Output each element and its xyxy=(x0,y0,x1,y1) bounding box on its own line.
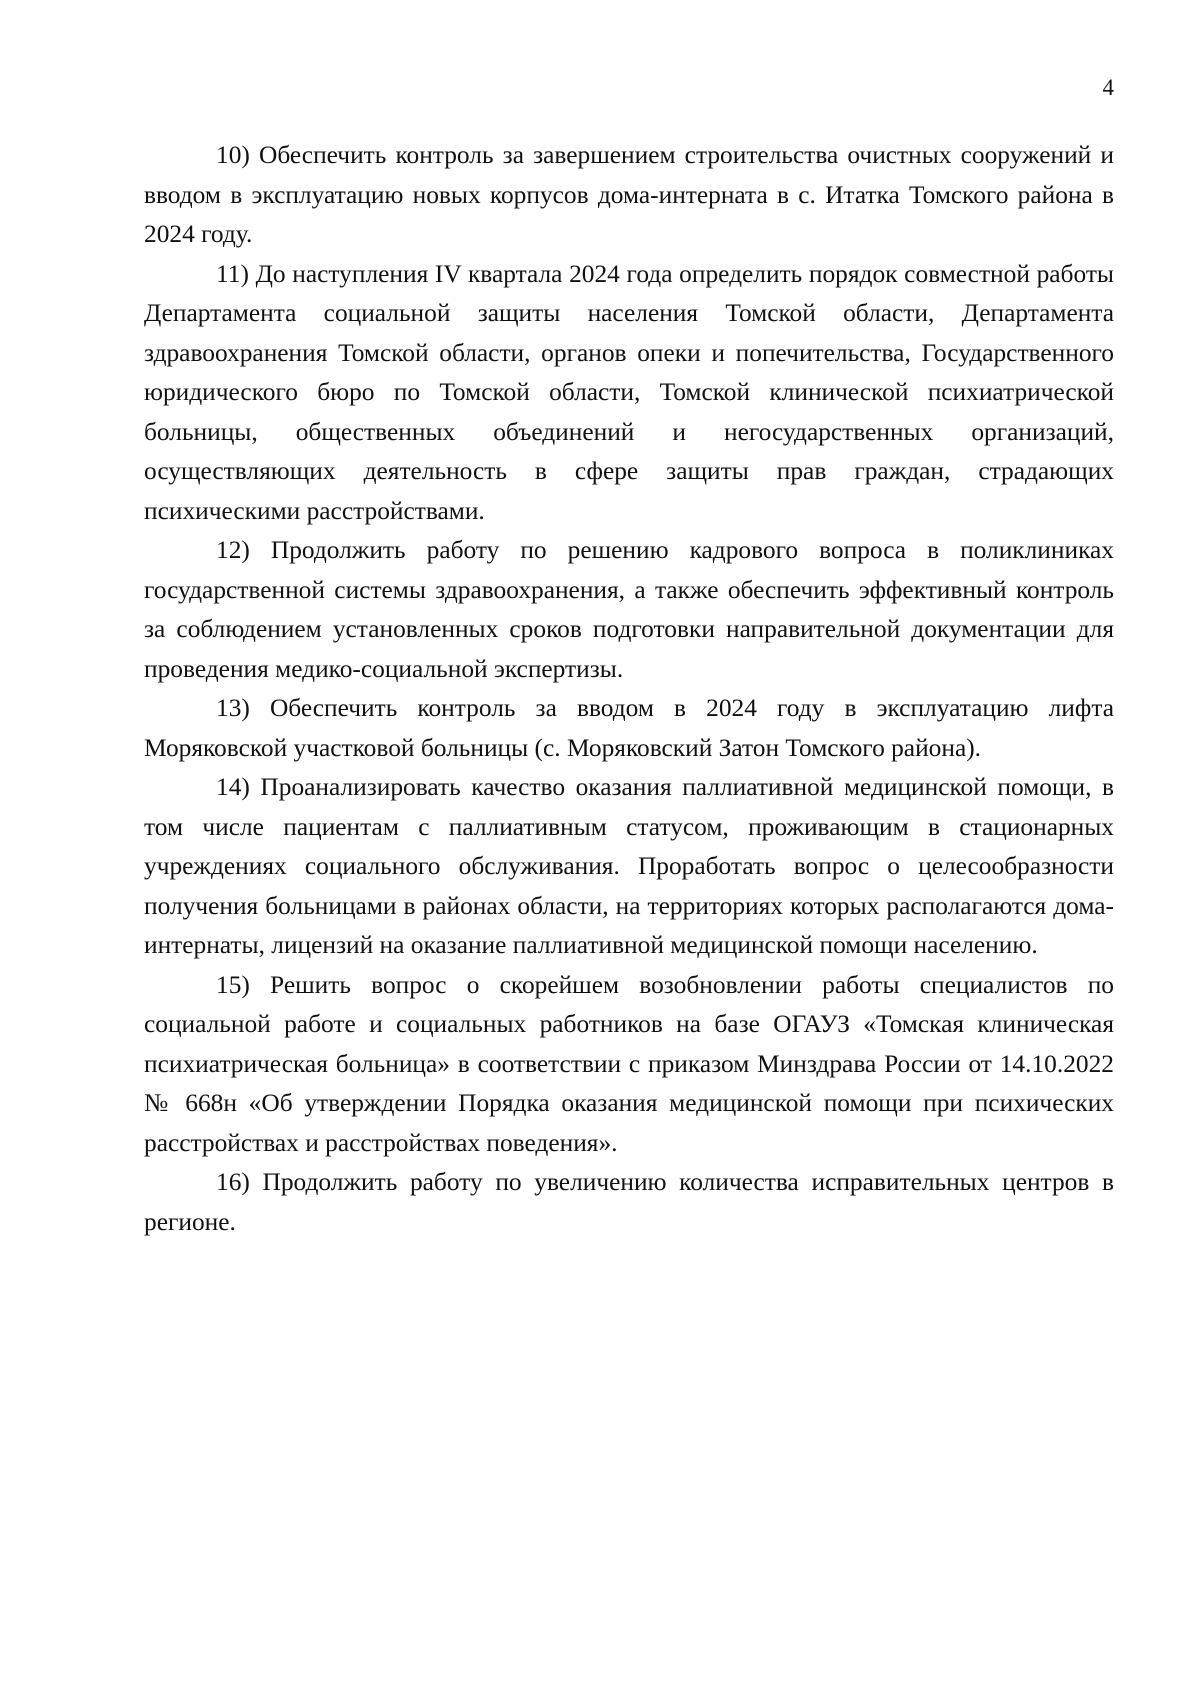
paragraph-15: 15) Решить вопрос о скорейшем возобновлении работы специалистов по социальной работе и социальных работников на базе ОГАУЗ «Томская клиническая психиатрическая больница» в соответствии с приказом Минздрава России от 14.10.2022 № 668н «Об утверждении Порядка оказания медицинской помощи при психических расстройствах и расстройствах поведения». xyxy=(144,970,1114,1157)
paragraph-16: 16) Продолжить работу по увеличению количества исправительных центров в регионе. xyxy=(144,1168,1114,1236)
document-body xyxy=(144,136,1114,1242)
paragraph-12: 12) Продолжить работу по решению кадрового вопроса в поликлиниках государственной системы здравоохранения, а также обеспечить эффективный контроль за соблюдением установленных сроков подготовки направительной документации для проведения медико-социальной экспертизы. xyxy=(144,536,1114,683)
page-number: 4 xyxy=(1102,75,1114,100)
paragraph-13: 13) Обеспечить контроль за вводом в 2024 году в эксплуатацию лифта Моряковской участковой больницы (с. Моряковский Затон Томского района). xyxy=(144,694,1114,762)
paragraph-10: 10) Обеспечить контроль за завершением строительства очистных сооружений и вводом в эксплуатацию новых корпусов дома-интерната в с. Итатка Томского района в 2024 году. xyxy=(144,141,1114,248)
paragraph-14: 14) Проанализировать качество оказания паллиативной медицинской помощи, в том числе пациентам с паллиативным статусом, проживающим в стационарных учреждениях социального обслуживания. Проработать вопрос о целесообразности получения больницами в районах области, на территориях которых располагаются дома-интернаты, лицензий на оказание паллиативной медицинской помощи населению. xyxy=(144,773,1114,959)
paragraph-11: 11) До наступления IV квартала 2024 года определить порядок совместной работы Департамента социальной защиты населения Томской области, Департамента здравоохранения Томской области, органов опеки и попечительства, Государственного юридического бюро по Томской области, Томской клинической психиатрической больницы, общественных объединений и негосударственных организаций, осуществляющих деятельность в сфере защиты прав граждан, страдающих психическими расстройствами. xyxy=(144,259,1114,525)
